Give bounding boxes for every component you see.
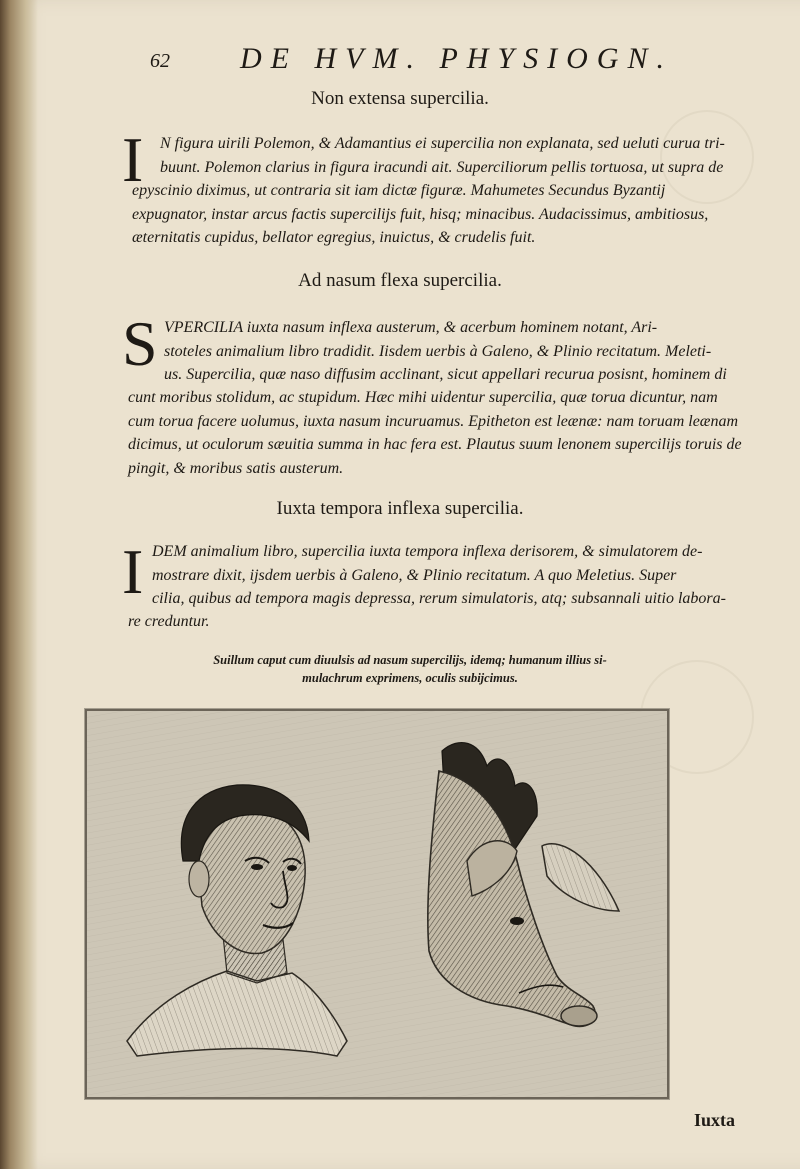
book-spine-shadow (0, 0, 38, 1169)
paragraph (128, 386, 766, 480)
engraving-illustration (87, 711, 667, 1097)
text-line: æternitatis cupidus, bellator egregius, inuictus, & crudelis fuit. (132, 229, 536, 246)
text-line: VPERCILIA iuxta nasum inflexa austerum, & acerbum hominem notant, Ari- (164, 319, 658, 336)
caption-line: mulachrum exprimens, oculis subijcimus. (302, 671, 518, 685)
catchword: Iuxta (694, 1110, 736, 1130)
text-line: expugnator, instar arcus factis supercilijs fuit, hisq; minacibus. Audacissimus, ambitiosus, (132, 205, 709, 223)
section-heading: Ad nasum flexa supercilia. (298, 270, 502, 291)
text-line: cilia, quibus ad tempora magis depressa, rerum simulatoris, atq; subsannali uitio labora- (152, 590, 726, 607)
paragraph (164, 316, 766, 387)
paragraph (152, 540, 766, 611)
drop-cap: I (122, 536, 144, 607)
text-line: epyscinio diximus, ut contraria sit iam dictæ figuræ. Mahumetes Secundus Byzantij (132, 182, 666, 199)
text-line: re creduntur. (128, 613, 210, 630)
text-line: dicimus, ut oculorum sæuitia summa in hac fera est. Plautus suum lenonem supercilijs toruis de (128, 436, 742, 453)
page-header (150, 42, 710, 78)
section-heading: Non extensa supercilia. (311, 88, 489, 109)
text-line: us. Supercilia, quæ naso diffusim acclinant, sicut appellari recurua posisnt, hominem di (164, 366, 727, 383)
text-line: N figura uirili Polemon, & Adamantius ei supercilia non explanata, sed ueluti curua tri- (160, 135, 725, 152)
page-number: 62 (150, 50, 170, 72)
section-heading: Iuxta tempora inflexa supercilia. (276, 498, 524, 519)
paragraph (132, 179, 766, 250)
paragraph (160, 132, 766, 179)
text-line: cum torua facere uolumus, iuxta nasum incuruamus. Epitheton est leænæ: nam toruam leænam (128, 412, 739, 430)
text-line: mostrare dixit, ijsdem uerbis à Galeno, & Plinio recitatum. A quo Meletius. Super (152, 566, 677, 584)
text-line: buunt. Polemon clarius in figura iracundi ait. Superciliorum pellis tortuosa, ut supra de (160, 158, 724, 176)
caption-line: Suillum caput cum diuulsis ad nasum supercilijs, idemq; humanum illius si- (213, 653, 607, 667)
text-line: stoteles animalium libro tradidit. Iisdem uerbis à Galeno, & Plinio recitatum. Meleti- (164, 342, 712, 360)
text-line: cunt moribus stolidum, ac stupidum. Hæc mihi uidentur supercilia, quæ torua dicuntur, nam (128, 389, 718, 406)
text-line: pingit, & moribus satis austerum. (128, 459, 344, 477)
drop-cap: I (122, 124, 144, 195)
text-line: DEM animalium libro, supercilia iuxta tempora inflexa derisorem, & simulatorem de- (152, 543, 703, 560)
drop-cap: S (122, 308, 158, 379)
figure-caption (200, 651, 620, 687)
engraving-plate (85, 709, 669, 1099)
running-head: DE HVM. PHYSIOGN. (240, 42, 673, 75)
paragraph (128, 610, 766, 634)
